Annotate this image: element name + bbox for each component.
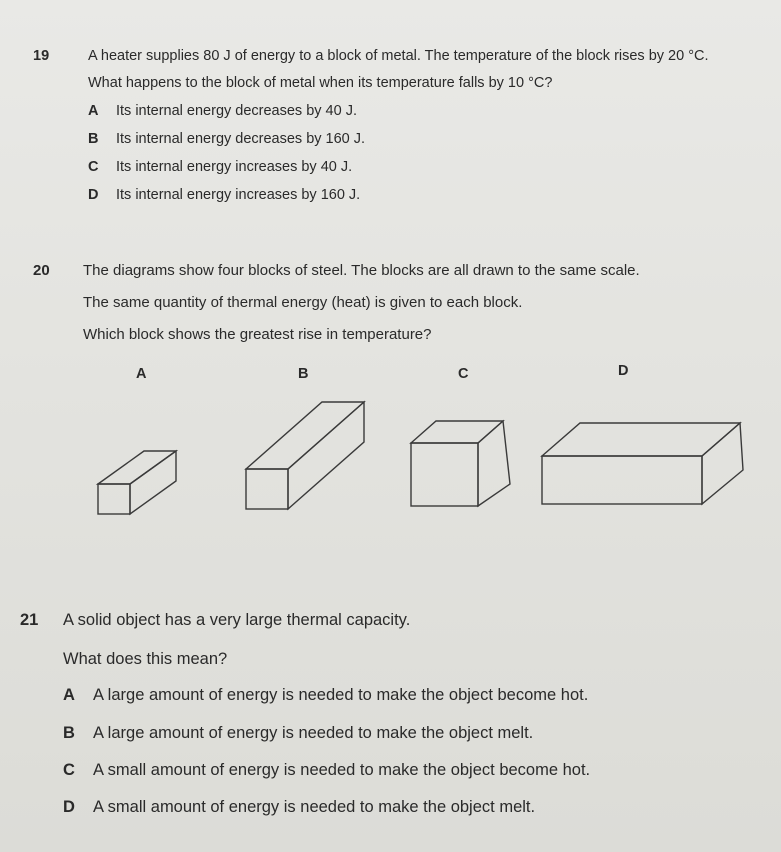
q20-number: 20 <box>33 262 50 279</box>
option-text: Its internal energy increases by 40 J. <box>116 159 353 175</box>
q21-option-d[interactable] <box>63 798 535 817</box>
steel-blocks-diagram <box>0 380 781 540</box>
q19-stem: A heater supplies 80 J of energy to a block of metal. The temperature of the block rises by 20 °C. <box>88 48 709 64</box>
q21-option-c[interactable] <box>63 761 590 780</box>
block-a <box>98 451 176 514</box>
option-text: A large amount of energy is needed to make the object melt. <box>93 724 534 742</box>
q19-option-b[interactable] <box>88 131 365 147</box>
option-text: A small amount of energy is needed to make the object become hot. <box>93 761 591 779</box>
q21-option-a[interactable] <box>63 686 588 705</box>
option-letter: B <box>88 131 99 147</box>
option-text: Its internal energy decreases by 40 J. <box>116 103 357 119</box>
option-letter: C <box>63 761 75 779</box>
option-letter: A <box>88 103 99 119</box>
q20-question: Which block shows the greatest rise in temperature? <box>83 326 432 343</box>
block-c <box>411 421 510 506</box>
q21-number: 21 <box>20 611 39 629</box>
q21-question: What does this mean? <box>63 650 228 668</box>
q19-option-c[interactable] <box>88 159 352 175</box>
q20-line2: The same quantity of thermal energy (heat) is given to each block. <box>83 294 523 311</box>
option-text: A small amount of energy is needed to make the object melt. <box>93 798 536 816</box>
q19-question: What happens to the block of metal when its temperature falls by 10 °C? <box>88 75 553 91</box>
option-text: Its internal energy decreases by 160 J. <box>116 131 366 147</box>
block-label-c: C <box>458 366 469 382</box>
block-label-b: B <box>298 366 309 382</box>
block-label-a: A <box>136 366 147 382</box>
block-d <box>542 423 743 504</box>
block-label-d: D <box>618 363 629 379</box>
q20-stem: The diagrams show four blocks of steel. The blocks are all drawn to the same scale. <box>83 262 640 279</box>
option-letter: D <box>63 798 75 816</box>
block-b <box>246 402 364 509</box>
option-letter: A <box>63 686 75 704</box>
option-text: A large amount of energy is needed to make the object become hot. <box>93 686 589 704</box>
q21-stem: A solid object has a very large thermal capacity. <box>63 611 411 629</box>
option-letter: B <box>63 724 75 742</box>
option-text: Its internal energy increases by 160 J. <box>116 187 361 203</box>
q19-option-a[interactable] <box>88 103 357 119</box>
option-letter: C <box>88 159 99 175</box>
q21-option-b[interactable] <box>63 724 533 743</box>
option-letter: D <box>88 187 99 203</box>
q19-option-d[interactable] <box>88 187 360 203</box>
q19-number: 19 <box>33 48 50 64</box>
